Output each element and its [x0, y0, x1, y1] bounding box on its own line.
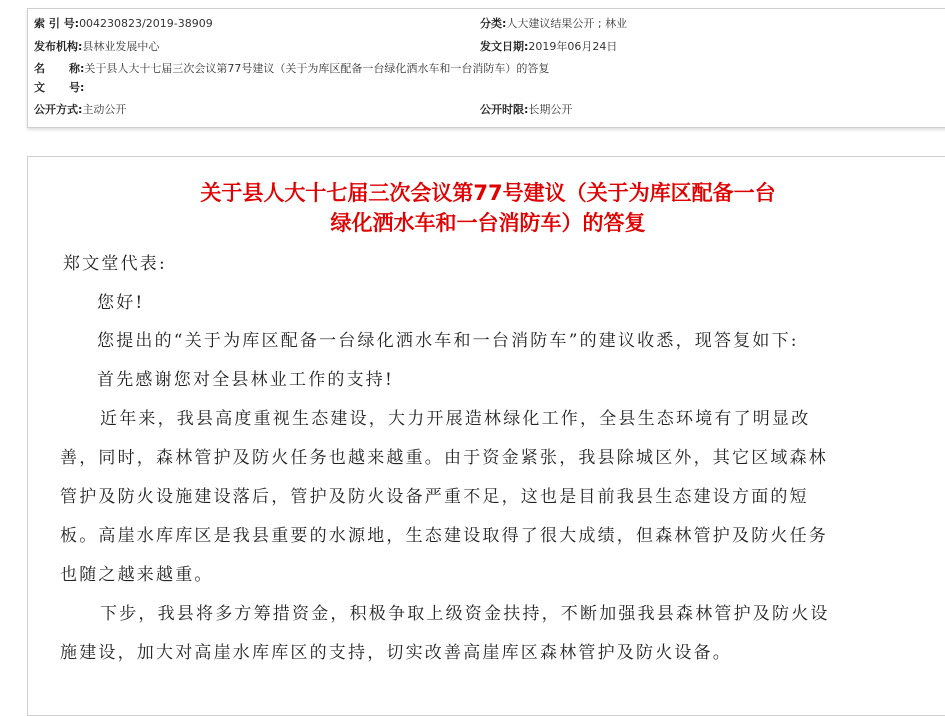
- category-label: 分类:: [480, 17, 507, 30]
- meta-row-name: [28, 59, 945, 79]
- meta-row-mode: [28, 100, 945, 120]
- meta-row-docnum: [28, 78, 945, 98]
- name-value: 关于县人大十七届三次会议第77号建议（关于为库区配备一台绿化洒水车和一台消防车）的答复: [84, 62, 550, 75]
- index-value: 004230823/2019-38909: [79, 17, 213, 30]
- body-line: 施建设，加大对高崖水库库区的支持，切实改善高崖库区森林管护及防火设备。: [60, 643, 732, 663]
- body-line: 下步，我县将多方筹措资金，积极争取上级资金扶持，不断加强我县森林管护及防火设: [100, 604, 830, 624]
- date-value: 2019年06月24日: [528, 40, 618, 53]
- body-line: 近年来，我县高度重视生态建设，大力开展造林绿化工作，全县生态环境有了明显改: [100, 409, 811, 429]
- category-value: 人大建议结果公开 ; 林业: [506, 17, 628, 30]
- body-line: 管护及防火设施建设落后，管护及防火设备严重不足，这也是目前我县生态建设方面的短: [60, 487, 809, 507]
- publisher-value: 县林业发展中心: [82, 40, 160, 53]
- greeting: 郑文堂代表:: [63, 254, 167, 274]
- period-label: 公开时限:: [480, 103, 529, 116]
- period-value: 长期公开: [528, 103, 573, 116]
- meta-row-index: [28, 14, 945, 34]
- mode-value: 主动公开: [82, 103, 127, 116]
- docnum-label-part1: 文: [34, 81, 45, 94]
- docnum-label-part2: 号:: [69, 81, 85, 94]
- document-title-line-2: 绿化洒水车和一台消防车）的答复: [330, 211, 646, 235]
- document-title-line-1: 关于县人大十七届三次会议第77号建议（关于为库区配备一台: [200, 181, 776, 205]
- body-line: 也随之越来越重。: [60, 565, 214, 585]
- index-label: 索 引 号:: [34, 17, 80, 30]
- mode-label: 公开方式:: [34, 103, 83, 116]
- body-line: 您好!: [97, 293, 145, 313]
- body-line: 善，同时，森林管护及防火任务也越来越重。由于资金紧张，我县除城区外，其它区域森林: [60, 448, 828, 468]
- body-line: 首先感谢您对全县林业工作的支持!: [97, 370, 395, 390]
- date-label: 发文日期:: [480, 40, 529, 53]
- name-label-part1: 名: [34, 62, 45, 75]
- document-body-panel: [27, 156, 945, 716]
- meta-row-publisher: [28, 37, 945, 57]
- body-line: 您提出的“关于为库区配备一台绿化洒水车和一台消防车”的建议收悉，现答复如下:: [97, 331, 799, 351]
- document-metadata-panel: [27, 8, 945, 128]
- name-label-part2: 称:: [69, 62, 85, 75]
- body-line: 板。高崖水库库区是我县重要的水源地，生态建设取得了很大成绩，但森林管护及防火任务: [60, 526, 828, 546]
- publisher-label: 发布机构:: [34, 40, 83, 53]
